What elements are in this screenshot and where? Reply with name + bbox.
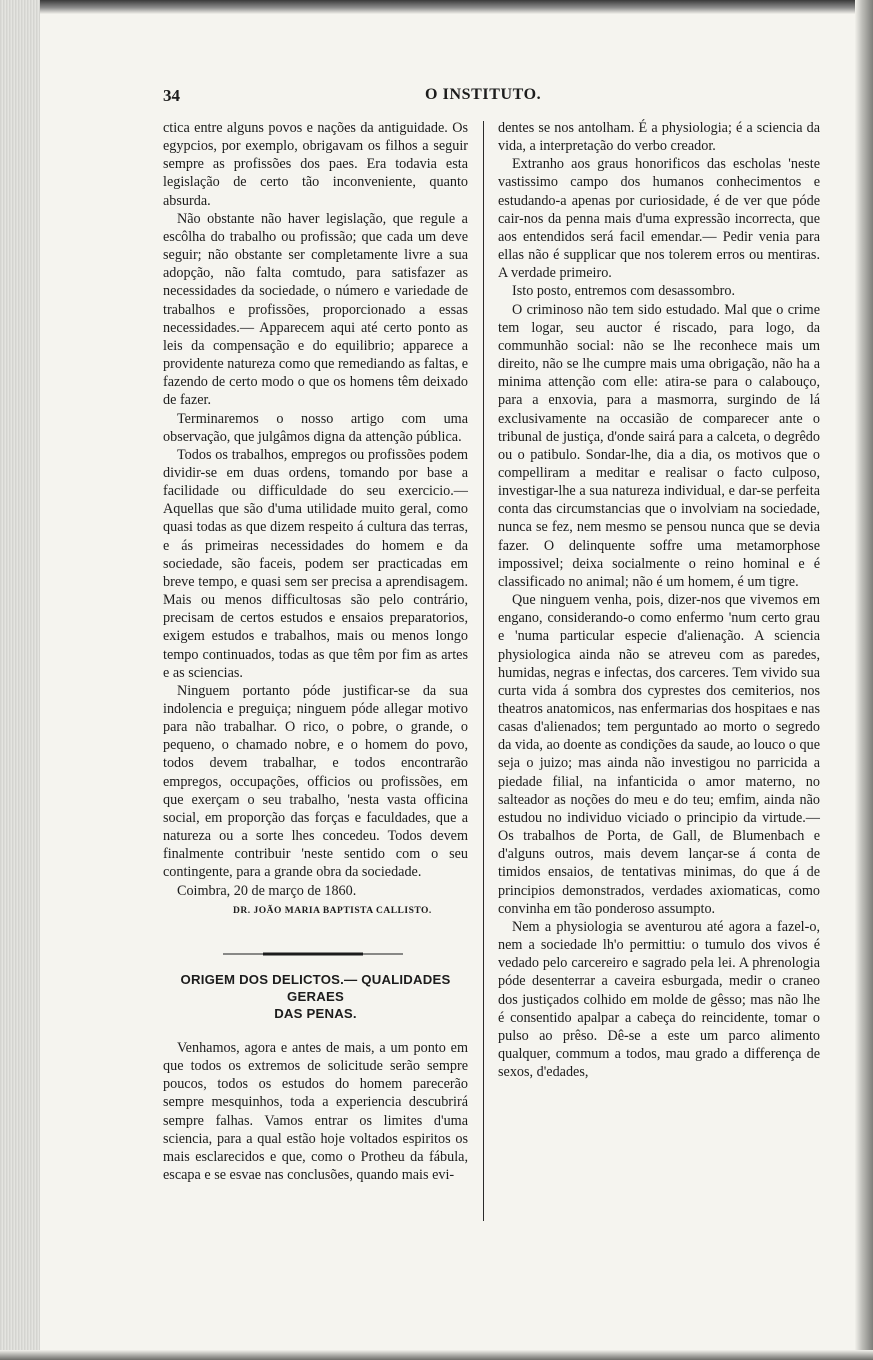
page-number: 34 (163, 86, 180, 105)
right-column (498, 119, 820, 1081)
author-signature: DR. JOÃO MARIA BAPTISTA CALLISTO. (233, 905, 432, 916)
paragraph: Terminaremos o nosso artigo com uma observação, que julgâmos digna da attenção pública. (163, 410, 468, 445)
paragraph: O criminoso não tem sido estudado. Mal que o crime tem logar, seu auctor é riscado, para logo, da communhão social: não se lhe reconhece mais um direito, não se lhe cumpre mais uma obrigação, não ha a minima attenção com elle: atira-se para o calabouço, para a enxovia, para a masmorra, surgindo de lá exclusivamente na occasião de comparecer ante o tribunal de justiça, d'onde sairá para a calceta, o degrêdo ou o patibulo. Sondar-lhe, dia a dia, os motivos que o compelliram a meditar e realisar o facto culposo, investigar-lhe a sua natureza individual, e dar-se perfeita conta das circumstancias que o involviam na sociedade, nunca se fez, nem mesmo se pensou nunca que se devia fazer. O delinquente soffre uma metamorphose impossivel; deixa socialmente o reino hominal e é classificado no animal; não é um homem, é um tigre. (498, 301, 820, 590)
paragraph: ctica entre alguns povos e nações da antiguidade. Os egypcios, por exemplo, obrigavam os filhos a seguir sempre as profissões dos paes. Era todavia esta legislação de certo tão inconveniente, quanto absurda. (163, 120, 468, 209)
scan-right-edge (855, 0, 873, 1360)
book-page-edges (0, 0, 40, 1360)
section-heading-line: ORIGEM DOS DELICTOS.— QUALIDADES GERAES (180, 971, 451, 1004)
section-heading-line: DAS PENAS. (274, 1005, 357, 1021)
running-head (163, 86, 813, 110)
section-rule-ornament (223, 951, 403, 957)
scan-top-edge (0, 0, 873, 14)
paragraph: Ninguem portanto póde justificar-se da sua indolencia e preguiça; ninguem póde allegar motivo para não trabalhar. O rico, o pobre, o grande, o pequeno, o chamado nobre, e o homem do povo, todos devem trabalhar, e todos encontrarão empregos, occupações, officios ou profissões, em que exerçam o seu trabalho, 'nesta vasta officina social, em proporção das forças e faculdades, que a natureza ou a sorte lhes concedeu. Todos devem finalmente contribuir 'neste sentido com o seu contingente, para a grande obra da sociedade. (163, 682, 468, 881)
left-column (163, 119, 468, 1184)
paragraph: Nem a physiologia se aventurou até agora a fazel-o, nem a sociedade lh'o permittiu: o tumulo dos vivos é vedado pelo carcereiro e sagrado pela lei. A phrenologia póde desenterrar a caveira esburgada, medir o craneo dos justiçados colhido em molde de gêsso; mas não lhe é consentido apalpar a cabeça do reincidente, tomar o pulso ao prêso. Dê-se a este um parco alimento qualquer, commum a todos, mau grado a differença de sexos, d'edades, (498, 918, 820, 1081)
paragraph: Isto posto, entremos com desassombro. (512, 283, 736, 300)
paragraph: Não obstante não haver legislação, que regule a escôlha do trabalho ou profissão; que cada um deve seguir; não obstante ser completamente livre a sua adopção, não falta comtudo, para satisfazer as necessidades da sociedade, o número e variedade de trabalhos e profissões, proporcionado a essas necessidades.— Apparecem aqui até certo ponto as leis da compensação e do equilibrio; apparece a providente natureza como que remediando as faltas, e fazendo de certo modo o que os homens têm deixado de fazer. (163, 210, 468, 409)
paragraph: Que ninguem venha, pois, dizer-nos que vivemos em engano, considerando-o como enfermo 'num certo grau e 'numa particular especie d'alienação. A sciencia physiologica ainda não se atreveu com as paredes, humidas, negras e infectas, dos carceres. Tem vivido sua curta vida á sombra dos cyprestes dos cemiterios, nos theatros anatomicos, nas enfermarias dos hospitaes e nas casas d'alienados; tem perguntado ao morto o segredo da vida, ao doente as condições da saude, ao louco o que seja o juizo; mas ainda não investigou no parricida a piedade filial, na infanticida o amor materno, no salteador as noções do meu e do teu; emfim, ainda não estudou no individuo viciado o principio da virtude.—Os trabalhos de Porta, de Gall, de Blumenbach e d'alguns outros, mais devem lançar-se á conta de timidos ensaios, de tentativas minimas, do que á de principios demonstrados, verdades axiomaticas, como convinha em tão ponderoso assumpto. (498, 592, 820, 917)
journal-title: O INSTITUTO. (425, 86, 542, 103)
paragraph: Venhamos, agora e antes de mais, a um ponto em que todos os extremos de solicitude serão sempre poucos, todos os estudos do homem parecerão sempre mesquinhos, toda a experiencia descubrirá sempre falhas. Vamos entrar os limites d'uma sciencia, para a qual estão hoje voltados espiritos os mais esclarecidos e que, como o Protheu da fábula, escapa e se esvae nas conclusões, quando mais evi- (163, 1039, 468, 1183)
date-line: Coimbra, 20 de março de 1860. (177, 882, 357, 899)
scan-bottom-edge (0, 1350, 873, 1360)
paragraph: Todos os trabalhos, empregos ou profissões podem dividir-se em duas ordens, tomando por base a facilidade ou difficuldade do seu exercicio.— Aquellas que são d'uma utilidade muito geral, como quasi todas as que dizem respeito á cultura das terras, e ás primeiras necessidades do homem e da sociedade, são faceis, podem ser practicadas em breve tempo, e quasi sem ser precisa a aprendisagem. Mais ou menos difficultosas são pelo contrário, precisam de certos estudos e ensaios preparatorios, exigem estudos e trabalhos, mais ou menos longo tempo continuados, todas as que têm por fim as artes e as sciencias. (163, 446, 468, 681)
paragraph: Extranho aos graus honorificos das escholas 'neste vastissimo campo dos humanos conhecimentos e estudando-a apenas por curiosidade, é de ver que póde cair-nos da penna mais d'uma expressão incorrecta, que aos entendidos será facil emendar.— Pedir venia para ellas não é supplicar que nos tolerem erros ou mentiras. A verdade primeiro. (498, 156, 820, 282)
paragraph: dentes se nos antolham. É a physiologia; é a sciencia da vida, a interpretação do verbo creador. (498, 120, 820, 155)
column-divider (483, 121, 484, 1221)
section-heading (163, 971, 468, 1022)
